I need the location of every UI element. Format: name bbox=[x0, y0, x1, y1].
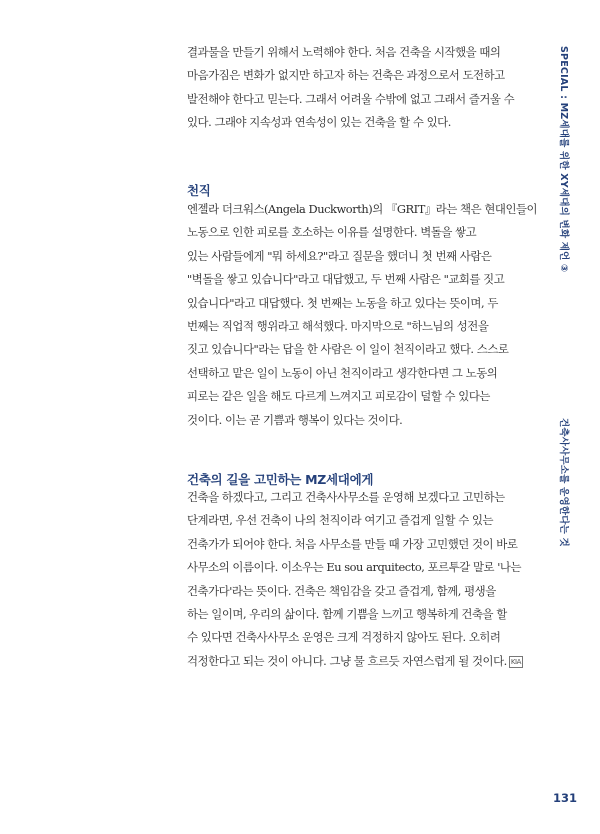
text-line: 것이다. 이는 곧 기쁨과 행복이 있다는 것이다. bbox=[187, 412, 403, 427]
text-line: 있는 사람들에게 "뭐 하세요?"라고 질문을 했더니 첫 번째 사람은 bbox=[187, 248, 492, 263]
side-section-label: 건축사사무소를 운영한다는 것 bbox=[558, 418, 569, 547]
text-line: 피로는 같은 일을 해도 다르게 느껴지고 피로감이 덜할 수 있다는 bbox=[187, 389, 490, 404]
text-line: 수 있다면 건축사사무소 운영은 크게 걱정하지 않아도 된다. 오히려 bbox=[187, 630, 501, 645]
mz-generation-paragraph bbox=[187, 486, 523, 673]
text-line: 하는 일이며, 우리의 삶이다. 함께 기쁨을 느끼고 행복하게 건축을 할 bbox=[187, 607, 507, 622]
text-line: 엔젤라 더크워스(Angela Duckworth)의 『GRIT』라는 책은 현대인들이 bbox=[187, 202, 538, 216]
text-line: 있습니다"라고 대답했다. 첫 번째는 노동을 하고 있다는 뜻이며, 두 bbox=[187, 295, 498, 310]
article-end-mark: KIA bbox=[510, 657, 521, 666]
text-line: 단계라면, 우선 건축이 나의 천직이라 여기고 즐겁게 일할 수 있는 bbox=[187, 513, 494, 528]
text-line: 건축가가 되어야 한다. 처음 사무소를 만들 때 가장 고민했던 것이 바로 bbox=[187, 536, 518, 551]
text-line-content: 걱정한다고 되는 것이 아니다. 그냥 물 흐르듯 자연스럽게 될 것이다. bbox=[187, 653, 507, 668]
text-line: 선택하고 맡은 일이 노동이 아닌 천직이라고 생각한다면 그 노동의 bbox=[187, 365, 498, 380]
intro-paragraph bbox=[187, 41, 514, 135]
calling-paragraph bbox=[187, 198, 537, 432]
text-line: 발전해야 한다고 믿는다. 그래서 어려울 수밖에 없고 그래서 즐거울 수 bbox=[187, 91, 515, 106]
page-number: 131 bbox=[553, 791, 578, 805]
section-heading-calling: 천직 bbox=[187, 183, 211, 198]
text-line: 결과물을 만들기 위해서 노력해야 한다. 처음 건축을 시작했을 때의 bbox=[187, 45, 501, 59]
side-running-header: SPECIAL : MZ세대를 위한 XY세대의 변화 제언 ③ bbox=[558, 46, 569, 273]
text-line: 사무소의 이름이다. 이소우는 Eu sou arquitecto, 포르투갈 말로 '나는 bbox=[187, 560, 522, 575]
text-line: "벽돌을 쌓고 있습니다"라고 대답했고, 두 번째 사람은 "교회를 짓고 bbox=[187, 272, 505, 287]
section-heading-mz-generation: 건축의 길을 고민하는 MZ세대에게 bbox=[187, 472, 374, 487]
text-line: 건축가다'라는 뜻이다. 건축은 책임감을 갖고 즐겁게, 함께, 평생을 bbox=[187, 583, 496, 598]
text-line: 노동으로 인한 피로를 호소하는 이유를 설명한다. 벽돌을 쌓고 bbox=[187, 225, 477, 240]
text-line: 마음가짐은 변화가 없지만 하고자 하는 건축은 과정으로서 도전하고 bbox=[187, 68, 505, 83]
text-line-last bbox=[187, 650, 523, 673]
text-line: 있다. 그래야 지속성과 연속성이 있는 건축을 할 수 있다. bbox=[187, 115, 451, 130]
text-line: 짓고 있습니다"라는 답을 한 사람은 이 일이 천직이라고 했다. 스스로 bbox=[187, 342, 509, 357]
text-line: 건축을 하겠다고, 그리고 건축사사무소를 운영해 보겠다고 고민하는 bbox=[187, 490, 505, 504]
text-line: 번째는 직업적 행위라고 해석했다. 마지막으로 "하느님의 성전을 bbox=[187, 319, 489, 334]
